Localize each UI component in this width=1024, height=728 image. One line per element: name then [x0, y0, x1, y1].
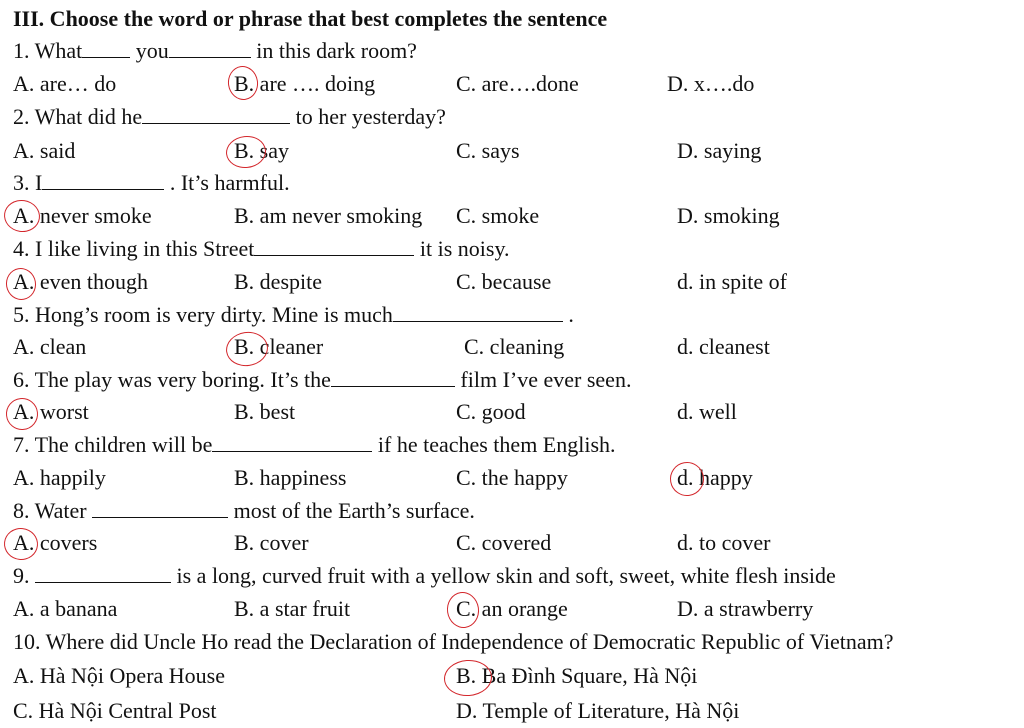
option-d: D. x….do — [667, 71, 755, 96]
question-text: you — [130, 38, 169, 63]
answer-blank — [331, 368, 455, 387]
question-6 — [13, 367, 631, 393]
option-c: C. says — [456, 138, 520, 163]
answer-blank — [393, 303, 563, 322]
option-a: A. happily — [13, 465, 106, 490]
option-b: B. despite — [234, 269, 322, 294]
option-d: d. to cover — [677, 530, 771, 555]
option-a: A. covers — [13, 530, 98, 555]
question-text: . It’s harmful. — [164, 170, 290, 195]
question-2 — [13, 104, 446, 130]
question-9 — [13, 563, 836, 589]
option-c: C. because — [456, 269, 552, 294]
option-b: B. happiness — [234, 465, 347, 490]
section-heading: III. Choose the word or phrase that best completes the sentence — [13, 6, 608, 31]
question-text: 10. Where did Uncle Ho read the Declaration of Independence of Democratic Republic of Vietnam? — [13, 629, 894, 654]
option-b: B. Ba Đình Square, Hà Nội — [456, 663, 698, 688]
option-c: C. cleaning — [464, 334, 565, 359]
option-a: A. never smoke — [13, 203, 152, 228]
question-5 — [13, 302, 574, 328]
question-text: film I’ve ever seen. — [454, 367, 632, 392]
question-text: 2. What did he — [13, 104, 143, 129]
question-3 — [13, 170, 290, 196]
option-c: C. smoke — [456, 203, 540, 228]
question-7 — [13, 432, 616, 458]
option-a: A. worst — [13, 399, 89, 424]
answer-blank — [35, 564, 171, 583]
question-8 — [13, 498, 475, 524]
option-d: D. Temple of Literature, Hà Nội — [456, 698, 740, 723]
option-d: d. in spite of — [677, 269, 787, 294]
option-c: C. an orange — [456, 596, 568, 621]
option-b: B. a star fruit — [234, 596, 351, 621]
question-text: is a long, curved fruit with a yellow skin and soft, sweet, white flesh inside — [171, 563, 836, 588]
question-text: 3. I — [13, 170, 43, 195]
option-c: C. covered — [456, 530, 552, 555]
option-b: B. cleaner — [234, 334, 324, 359]
answer-blank — [42, 171, 164, 190]
question-10 — [13, 629, 894, 655]
option-c: C. good — [456, 399, 526, 424]
option-d: D. a strawberry — [677, 596, 814, 621]
question-text: 1. What — [13, 38, 83, 63]
option-d: d. happy — [677, 465, 753, 490]
question-4 — [13, 236, 510, 262]
answer-blank — [254, 237, 414, 256]
option-a: A. clean — [13, 334, 87, 359]
question-text: most of the Earth’s surface. — [228, 498, 475, 523]
option-a: A. Hà Nội Opera House — [13, 663, 225, 688]
option-a: A. a banana — [13, 596, 118, 621]
option-c: C. are….done — [456, 71, 579, 96]
option-c: C. Hà Nội Central Post — [13, 698, 217, 723]
question-text: 6. The play was very boring. It’s the — [13, 367, 331, 392]
question-text: if he teaches them English. — [372, 432, 616, 457]
option-b: B. am never smoking — [234, 203, 423, 228]
answer-blank — [82, 39, 130, 58]
question-text: 7. The children will be — [13, 432, 213, 457]
option-d: d. cleanest — [677, 334, 770, 359]
option-b: B. cover — [234, 530, 309, 555]
question-text: to her yesterday? — [290, 104, 446, 129]
question-text: 5. Hong’s room is very dirty. Mine is much — [13, 302, 393, 327]
option-b: B. say — [234, 138, 289, 163]
question-text: 9. — [13, 563, 35, 588]
option-d: d. well — [677, 399, 737, 424]
answer-blank — [169, 39, 251, 58]
option-d: D. smoking — [677, 203, 780, 228]
answer-blank — [212, 433, 372, 452]
question-text: 8. Water — [13, 498, 93, 523]
question-1 — [13, 38, 417, 64]
option-a: A. even though — [13, 269, 149, 294]
option-c: C. the happy — [456, 465, 568, 490]
option-b: B. are …. doing — [234, 71, 376, 96]
question-text: . — [562, 302, 574, 327]
question-text: 4. I like living in this Street — [13, 236, 255, 261]
option-a: A. said — [13, 138, 76, 163]
question-text: in this dark room? — [250, 38, 417, 63]
option-a: A. are… do — [13, 71, 117, 96]
answer-blank — [142, 105, 290, 124]
question-text: it is noisy. — [414, 236, 510, 261]
option-b: B. best — [234, 399, 296, 424]
answer-blank — [92, 499, 228, 518]
option-d: D. saying — [677, 138, 762, 163]
